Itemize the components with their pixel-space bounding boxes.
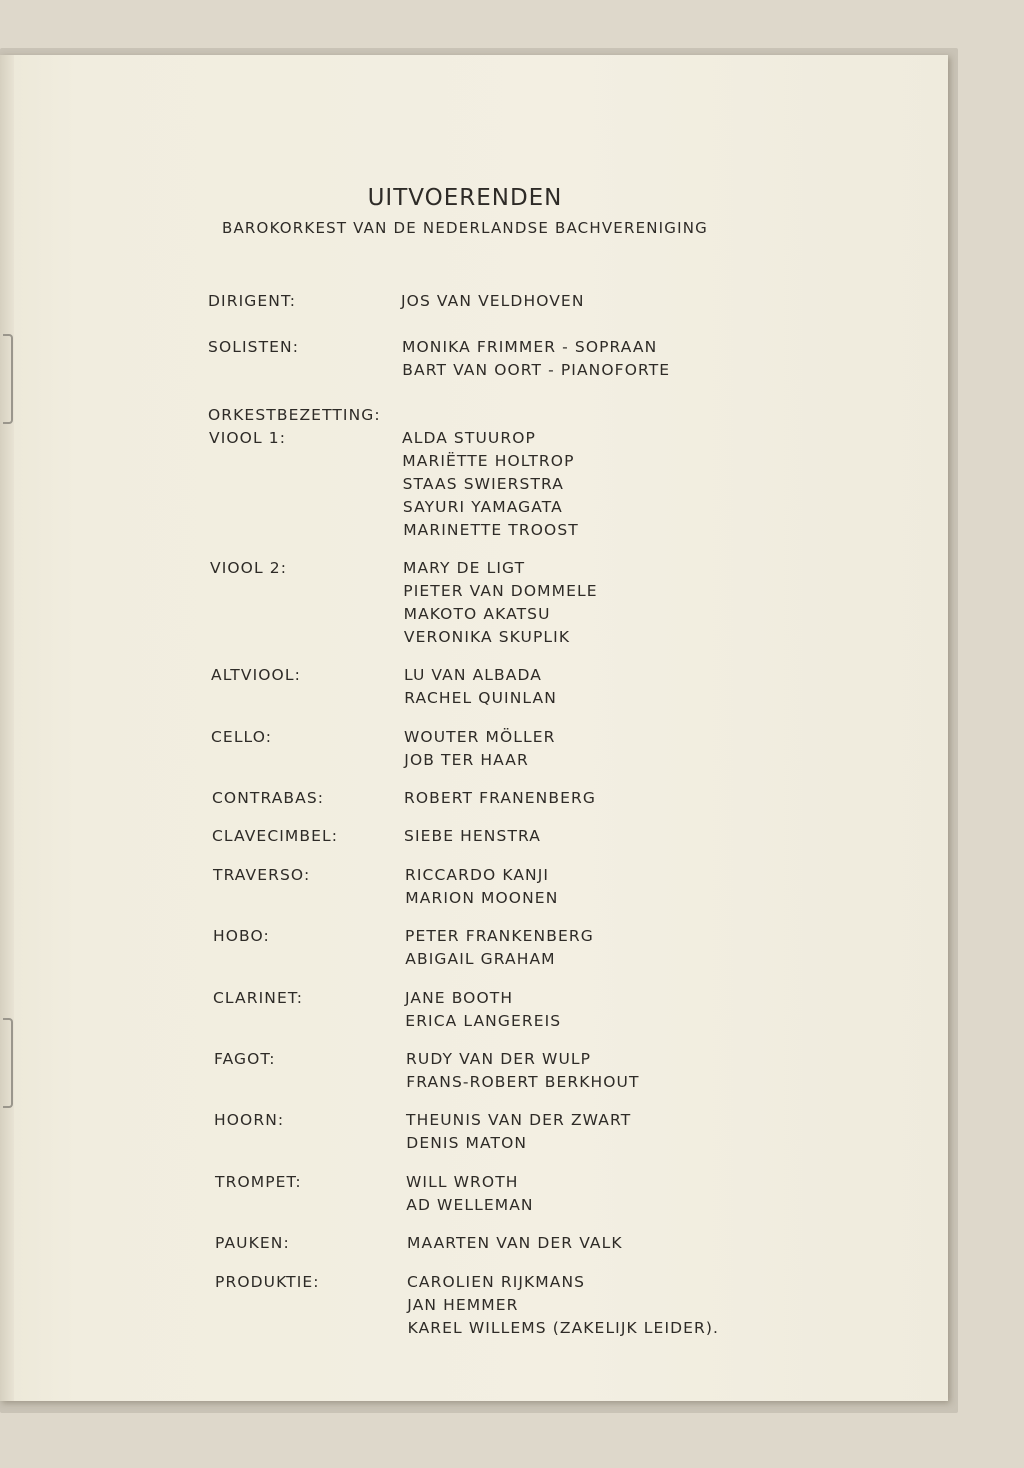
section-label: VIOOL 1: <box>209 429 287 447</box>
section-label: TROMPET: <box>215 1173 302 1191</box>
performer-name: JOS VAN VELDHOVEN <box>401 292 585 310</box>
performer-name: PETER FRANKENBERG <box>405 927 594 945</box>
performer-name: DENIS MATON <box>406 1134 528 1152</box>
performer-name: ALDA STUUROP <box>402 429 536 447</box>
orchestra-heading: ORKESTBEZETTING: <box>208 406 381 424</box>
section-label: TRAVERSO: <box>213 866 311 884</box>
performer-name: MARY DE LIGT <box>403 559 526 577</box>
performer-name: JANE BOOTH <box>405 989 514 1007</box>
performer-name: MARIËTTE HOLTROP <box>402 452 575 470</box>
section-label: VIOOL 2: <box>210 559 288 577</box>
performer-name: ERICA LANGEREIS <box>405 1012 562 1030</box>
performer-name: LU VAN ALBADA <box>404 666 542 684</box>
performer-name: BART VAN OORT - PIANOFORTE <box>402 361 671 379</box>
performer-name: JOB TER HAAR <box>404 751 529 769</box>
performer-name: RACHEL QUINLAN <box>404 689 557 707</box>
section-label: PAUKEN: <box>215 1234 290 1252</box>
section-label: HOBO: <box>213 927 270 945</box>
section-label: CONTRABAS: <box>212 789 325 807</box>
performer-name: RICCARDO KANJI <box>405 866 550 884</box>
section-label: CELLO: <box>211 728 273 746</box>
section-label: PRODUKTIE: <box>215 1273 320 1291</box>
performer-name: RUDY VAN DER WULP <box>406 1050 592 1068</box>
section-label: DIRIGENT: <box>208 292 297 310</box>
performer-name: MARION MOONEN <box>405 889 559 907</box>
performer-name: PIETER VAN DOMMELE <box>403 582 598 600</box>
performer-name: STAAS SWIERSTRA <box>402 475 564 493</box>
section-label: FAGOT: <box>214 1050 276 1068</box>
section-label: SOLISTEN: <box>208 338 300 356</box>
booklet-spine <box>0 55 14 1401</box>
performer-name: CAROLIEN RIJKMANS <box>407 1273 586 1291</box>
performer-name: MAKOTO AKATSU <box>403 605 551 623</box>
performer-name: ROBERT FRANENBERG <box>404 789 596 807</box>
performer-name: MARINETTE TROOST <box>403 521 579 539</box>
section-label: CLARINET: <box>213 989 304 1007</box>
performer-name: ABIGAIL GRAHAM <box>405 950 556 968</box>
section-label: CLAVECIMBEL: <box>212 827 339 845</box>
performer-name: FRANS-ROBERT BERKHOUT <box>406 1073 640 1091</box>
performer-name: MAARTEN VAN DER VALK <box>407 1234 623 1252</box>
performer-name: KAREL WILLEMS (ZAKELIJK LEIDER). <box>407 1319 720 1337</box>
performer-name: SIEBE HENSTRA <box>404 827 541 845</box>
performer-name: THEUNIS VAN DER ZWART <box>406 1111 632 1129</box>
staple-top <box>3 334 13 424</box>
section-label: ALTVIOOL: <box>211 666 301 684</box>
performer-name: WILL WROTH <box>406 1173 519 1191</box>
page-subtitle: BAROKORKEST VAN DE NEDERLANDSE BACHVERENIGING <box>221 219 708 237</box>
staple-bottom <box>3 1018 13 1108</box>
performer-name: AD WELLEMAN <box>406 1196 534 1214</box>
page-title: UITVOERENDEN <box>367 185 563 211</box>
performer-name: WOUTER MÖLLER <box>404 728 556 746</box>
performer-name: MONIKA FRIMMER - SOPRAAN <box>402 338 658 356</box>
performer-name: JAN HEMMER <box>407 1296 519 1314</box>
performer-name: VERONIKA SKUPLIK <box>403 628 571 646</box>
performer-name: SAYURI YAMAGATA <box>402 498 563 516</box>
section-label: HOORN: <box>214 1111 285 1129</box>
